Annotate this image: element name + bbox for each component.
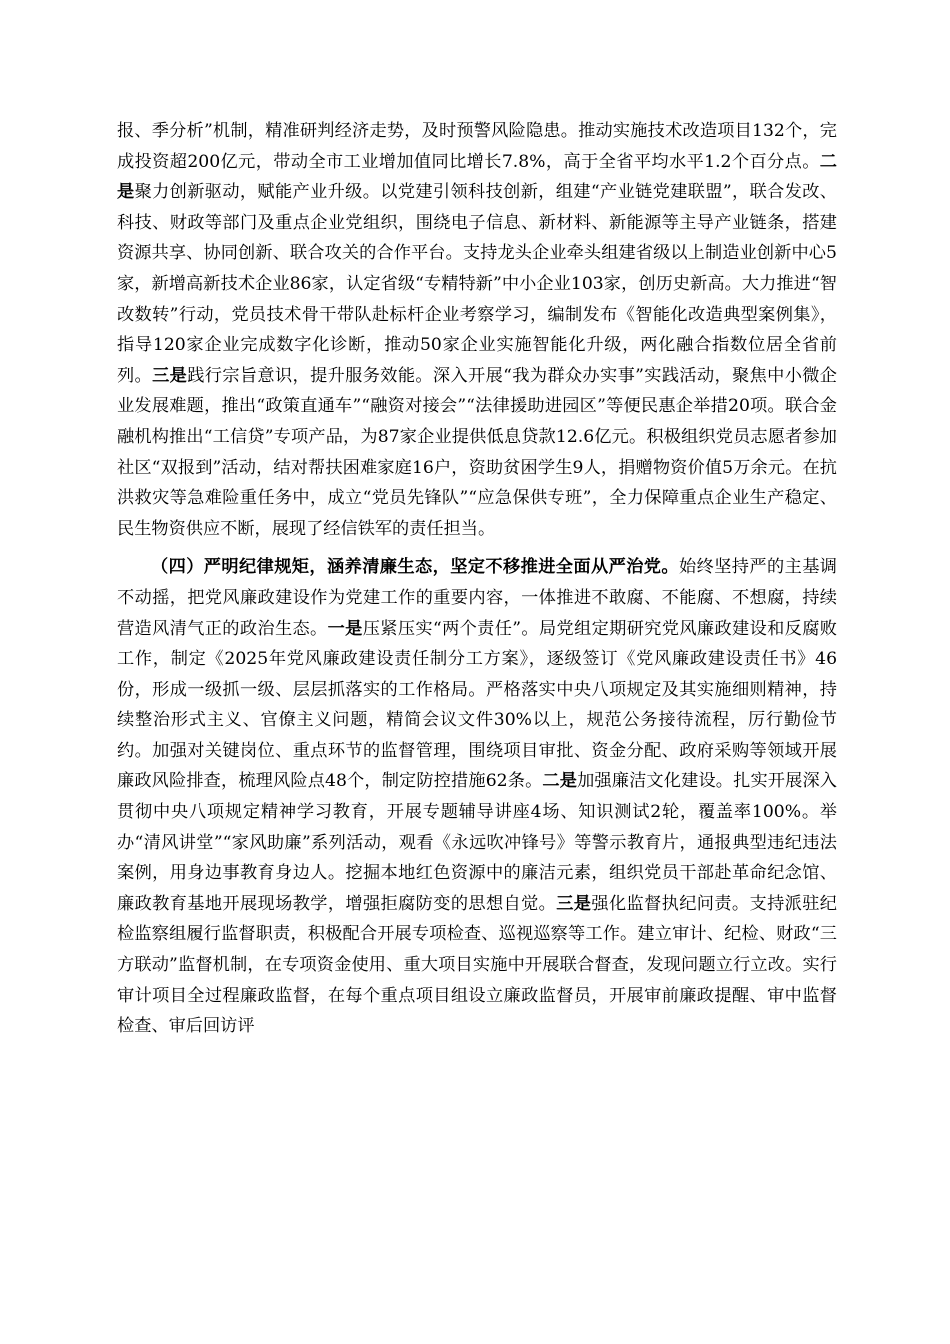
text-run: 压紧压实“两个责任”。局党组定期研究党风廉政建设和反腐败工作，制定《2025年党风廉政建设责任制分工方案》，逐级签订《党风廉政建设责任书》46份，形成一级抓一级、层层抓落实的工作格局。严格落实中央八项规定及其实施细则精神，持续整治形式主义、官僚主义问题，精简会议文件30%以上，规范公务接待流程，厉行勤俭节约。加强对关键岗位、重点环节的监督管理，围绕项目审批、资金分配、政府采购等领域开展廉政风险排查，梳理风险点48个，制定防控措施62条。 [117,618,837,792]
text-run: 始终坚持严的主基调不动摇，把党风廉政建设作为党建工作的重要内容，一体推进不敢腐、不能腐、不想腐，持续营造风清气正的政治生态。 [117,557,837,639]
text-run: 加强廉洁文化建设。扎实开展深入贯彻中央八项规定精神学习教育，开展专题辅导讲座4场、知识测试2轮，覆盖率100%。举办“清风讲堂”“家风助廉”系列活动，观看《永远吹冲锋号》等警示教育片，通报典型违纪违法案例，用身边事教育身边人。挖掘本地红色资源中的廉洁元素，组织党员干部赴革命纪念馆、廉政教育基地开展现场教学，增强拒腐防变的思想自觉。 [117,771,837,914]
bold-marker-one: 一是 [327,618,363,639]
text-run: 践行宗旨意识，提升服务效能。深入开展“我为群众办实事”实践活动，聚焦中小微企业发展难题，推出“政策直通车”“融资对接会”“法律援助进园区”等便民惠企举措20项。联合金融机构推出“工信贷”专项产品，为87家企业提供低息贷款12.6亿元。积极组织党员志愿者参加社区“双报到”活动，结对帮扶困难家庭16户，资助贫困学生9人，捐赠物资价值5万余元。在抗洪救灾等急难险重任务中，成立“党员先锋队”“应急保供专班”，全力保障重点企业生产稳定、民生物资供应不断，展现了经信铁军的责任担当。 [117,365,837,539]
paragraph-economy [117,116,837,544]
bold-marker-two: 二是 [542,771,578,792]
bold-marker-two: 二是 [117,151,837,203]
bold-marker-three: 三是 [556,893,592,914]
text-run: 强化监督执纪问责。支持派驻纪检监察组履行监督职责，积极配合开展专项检查、巡视巡察等工作。建立审计、纪检、财政“三方联动”监督机制，在专项资金使用、重大项目实施中开展联合督查，发现问题立行立改。实行审计项目全过程廉政监督，在每个重点项目组设立廉政监督员，开展审前廉政提醒、审中监督检查、审后回访评 [117,893,837,1037]
paragraph-section-four [117,552,837,1042]
document-body [117,116,837,1042]
bold-marker-three: 三是 [152,365,188,386]
text-run: 报、季分析”机制，精准研判经济走势，及时预警风险隐患。推动实施技术改造项目132个，完成投资超200亿元，带动全市工业增加值同比增长7.8%，高于全省平均水平1.2个百分点。 [117,121,837,172]
text-run: 聚力创新驱动，赋能产业升级。以党建引领科技创新，组建“产业链党建联盟”，联合发改、科技、财政等部门及重点企业党组织，围绕电子信息、新材料、新能源等主导产业链条，搭建资源共享、协同创新、联合攻关的合作平台。支持龙头企业牵头组建省级以上制造业创新中心5家，新增高新技术企业86家，认定省级“专精特新”中小企业103家，创历史新高。大力推进“智改数转”行动，党员技术骨干带队赴标杆企业考察学习，编制发布《智能化改造典型案例集》，指导120家企业完成数字化诊断，推动50家企业实施智能化升级，两化融合指数位居全省前列。 [117,182,837,386]
section-heading: （四）严明纪律规矩，涵养清廉生态，坚定不移推进全面从严治党。 [151,557,679,578]
